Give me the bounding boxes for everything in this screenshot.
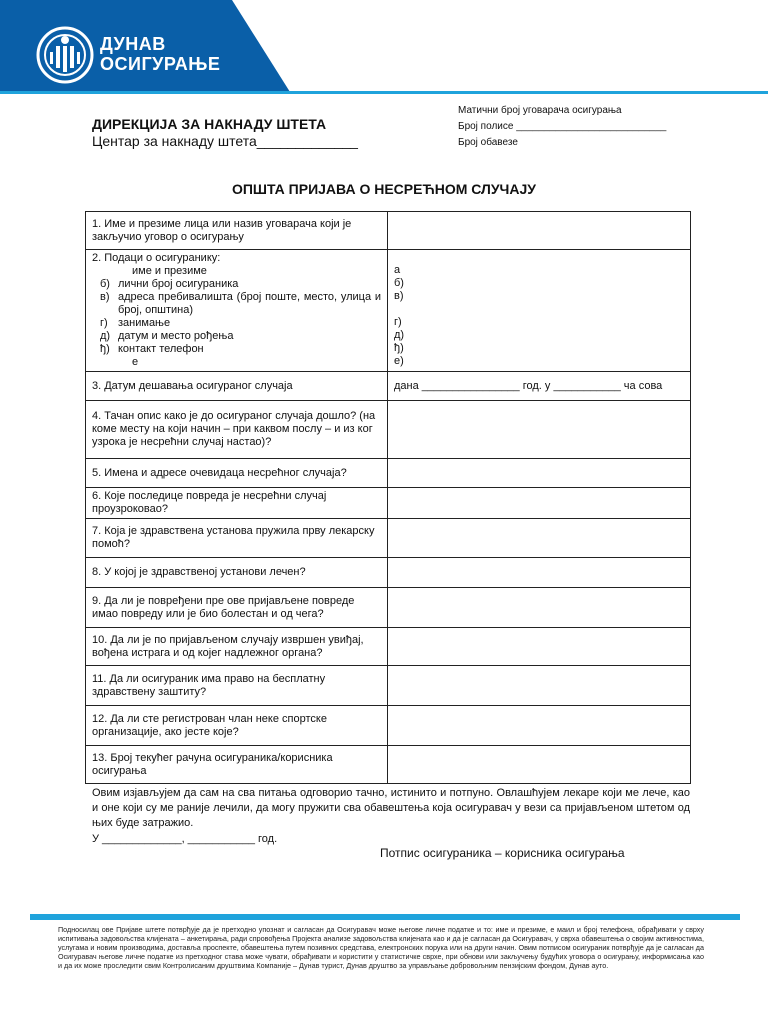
list-item: б) лични број осигураника bbox=[100, 278, 239, 290]
list-item: име и презиме bbox=[132, 265, 207, 277]
place-date-field[interactable]: У _____________, ___________ год. bbox=[92, 833, 278, 845]
table-row bbox=[86, 588, 691, 628]
brand-name bbox=[100, 34, 220, 74]
list-item: г) занимање bbox=[100, 317, 171, 329]
brand-name-line2: ОСИГУРАЊЕ bbox=[100, 54, 221, 74]
answer-8[interactable] bbox=[388, 558, 691, 588]
answer-5[interactable] bbox=[388, 459, 691, 488]
policy-number-field[interactable]: Број полисе ___________________________ bbox=[458, 121, 667, 132]
list-item: в) адреса пребивалишта (број поште, место, улица и број, општина) bbox=[100, 291, 381, 316]
table-row bbox=[86, 706, 691, 746]
question-7: 7. Која је здравствена установа пружила прву лекарску помоћ? bbox=[86, 519, 388, 558]
footer-consent-text: Подносилац ове Пријаве штете потврђује да је претходно упознат и сагласан да Осигуравач може његове личне податке и то: име и презиме, е маил и број телефона, обрађивати у сврху испитивања задовољства клијената – анкетирања, ради спровођења Пројекта анализе задовољства клијената као и да је сагласан да Осигуравач, у сврха обавештења о својим активностима, услугама и новим производима, доставља проспекте, обавештења путем позивних средстава, електронских порука или на други начин. Овим потписом осигураник потврђује да је сагласан да Осигуравач његове личне податке из претходног става може чувати, обрађивати и користити у статистичке сврхе, при обнови или закључењу будућих уговора о осигурању, информисања као и да их може проследити свим Контролисаним друштвима Компаније – Дунав турист, Дунав друштво за управљање добровољним пензијским фондом, Дунав ауто. bbox=[58, 925, 704, 970]
question-11: 11. Да ли осигураник има право на бесплатну здравствену заштиту? bbox=[86, 666, 388, 706]
table-row bbox=[86, 250, 691, 372]
answer-line: д) bbox=[394, 329, 405, 341]
table-row bbox=[86, 558, 691, 588]
answer-11[interactable] bbox=[388, 666, 691, 706]
answer-line: а bbox=[394, 264, 401, 276]
header-reference-fields bbox=[458, 103, 666, 151]
answer-line: г) bbox=[394, 316, 402, 328]
question-10: 10. Да ли је по пријављеном случају извршен увиђај, вођена истрага и од којег надлежног органа? bbox=[86, 628, 388, 666]
question-3: 3. Датум дешавања осигураног случаја bbox=[86, 372, 388, 401]
answer-12[interactable] bbox=[388, 706, 691, 746]
question-9: 9. Да ли је повређени пре ове пријављене повреде имао повреду или је био болестан и од чега? bbox=[86, 588, 388, 628]
table-row bbox=[86, 372, 691, 401]
question-5: 5. Имена и адресе очевидаца несрећног случаја? bbox=[86, 459, 388, 488]
answer-line: в) bbox=[394, 290, 404, 302]
table-row bbox=[86, 488, 691, 519]
obligation-number-field[interactable]: Број обавезе bbox=[458, 137, 518, 148]
table-row bbox=[86, 628, 691, 666]
answer-4[interactable] bbox=[388, 401, 691, 459]
directorate-title: ДИРЕКЦИЈА ЗА НАКНАДУ ШТЕТА bbox=[92, 116, 327, 132]
question-12: 12. Да ли сте регистрован члан неке спортске организације, ако јесте које? bbox=[86, 706, 388, 746]
answer-line bbox=[394, 303, 684, 316]
table-row bbox=[86, 401, 691, 459]
question-8: 8. У којој је здравственој установи лечен? bbox=[86, 558, 388, 588]
list-item: е bbox=[132, 356, 139, 368]
answer-10[interactable] bbox=[388, 628, 691, 666]
insured-data-list bbox=[92, 265, 381, 369]
claims-center-field[interactable]: Центар за накнаду штета_____________ bbox=[92, 133, 358, 149]
answer-line: е) bbox=[394, 355, 404, 367]
answer-6[interactable] bbox=[388, 488, 691, 519]
question-2 bbox=[86, 250, 388, 372]
declaration-statement: Овим изјављујем да сам на сва питања одговорио тачно, истинито и потпуно. Овлашћујем лекаре који ме лече, као и оне који су ме раније лечили, да могу пружити сва обавештења која осигуравач у вези са пријављеном штетом од њих буде затражио. bbox=[92, 787, 690, 829]
reg-number-field[interactable]: Матични број уговарача осигурања bbox=[458, 105, 622, 116]
footer-divider bbox=[30, 914, 740, 920]
answer-9[interactable] bbox=[388, 588, 691, 628]
question-2-heading: 2. Подаци о осигуранику: bbox=[92, 252, 221, 264]
answer-line: ђ) bbox=[394, 342, 404, 354]
table-row bbox=[86, 666, 691, 706]
table-row bbox=[86, 519, 691, 558]
answer-1[interactable] bbox=[388, 212, 691, 250]
question-1: 1. Име и презиме лица или назив уговарача који је закључио уговор о осигурању bbox=[86, 212, 388, 250]
answer-2[interactable] bbox=[388, 250, 691, 372]
answer-3[interactable]: дана ________________ год. у ___________ ча сова bbox=[388, 372, 691, 401]
question-4: 4. Тачан опис како је до осигураног случаја дошло? (на коме месту на који начин – при каквом послу – и из ког узрока је несрећни случај настао)? bbox=[86, 401, 388, 459]
brand-logo-icon bbox=[36, 26, 94, 84]
claim-form-table bbox=[85, 211, 691, 784]
page-title: ОПШТА ПРИЈАВА О НЕСРЕЋНОМ СЛУЧАЈУ bbox=[231, 181, 536, 197]
answer-line: б) bbox=[394, 277, 404, 289]
list-item: д) датум и место рођења bbox=[100, 330, 234, 342]
table-row bbox=[86, 459, 691, 488]
question-13: 13. Број текућег рачуна осигураника/корисника осигурања bbox=[86, 746, 388, 784]
list-item: ђ) контакт телефон bbox=[100, 343, 204, 355]
signature-label: Потпис осигураника – корисника осигурања bbox=[380, 846, 625, 860]
table-row bbox=[86, 212, 691, 250]
answer-13[interactable] bbox=[388, 746, 691, 784]
insured-answers bbox=[394, 264, 684, 368]
question-6: 6. Које последице повреда је несрећни случај проузроковао? bbox=[86, 488, 388, 519]
table-row bbox=[86, 746, 691, 784]
answer-7[interactable] bbox=[388, 519, 691, 558]
brand-name-line1: ДУНАВ bbox=[100, 34, 166, 54]
